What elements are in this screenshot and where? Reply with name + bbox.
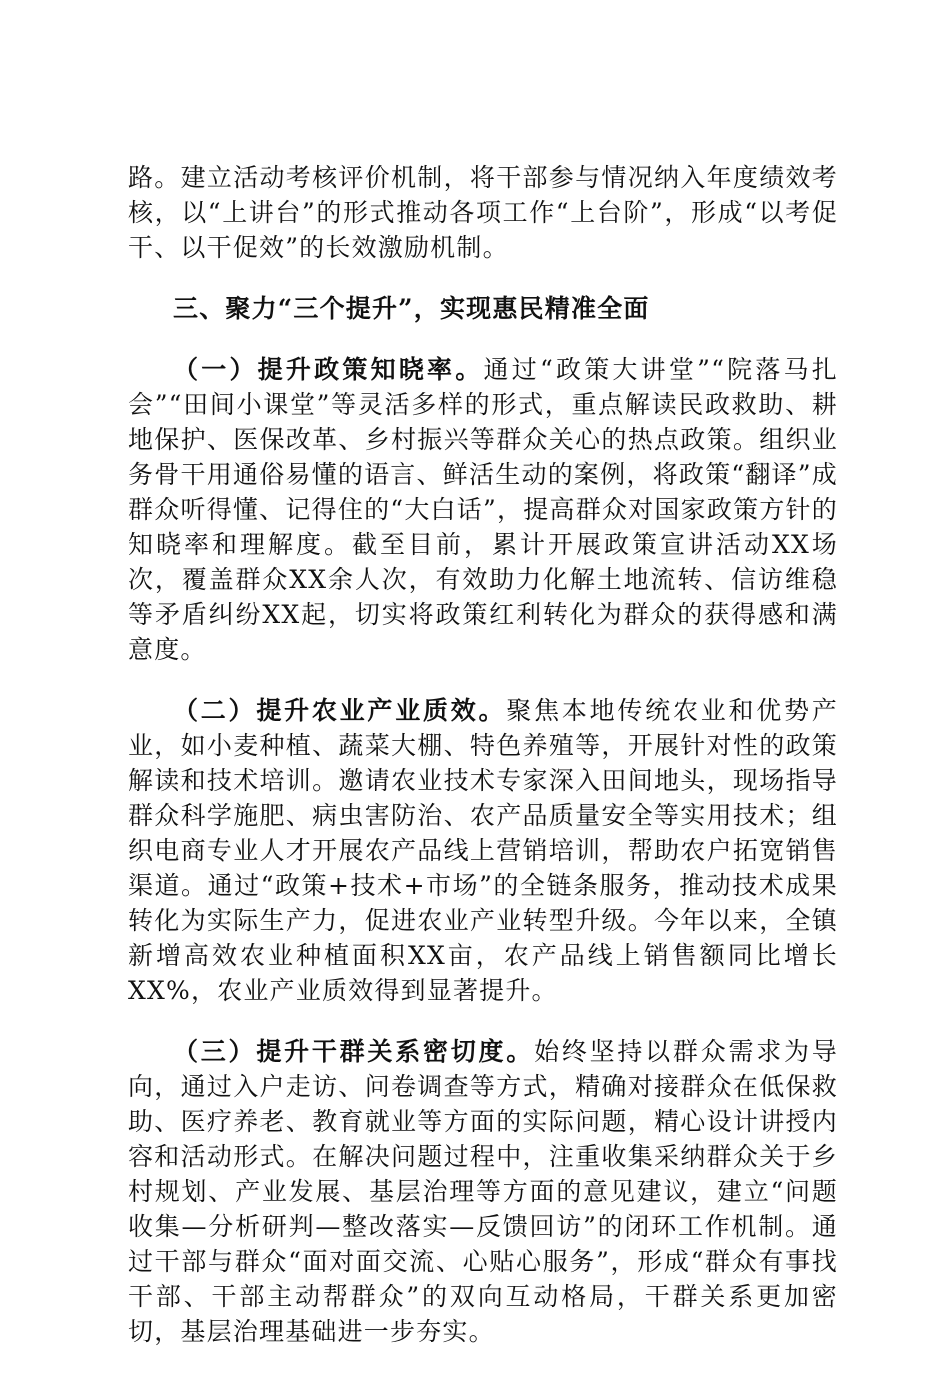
item-2-lead: （二）提升农业产业质效。 <box>173 696 507 725</box>
item-3-body: 始终坚持以群众需求为导向，通过入户走访、问卷调查等方式，精确对接群众在低保救助、医疗养老、教育就业等方面的实际问题，精心设计讲授内容和活动形式。在解决问题过程中，注重收集采纳群众关于乡村规划、产业发展、基层治理等方面的意见建议，建立“问题收集—分析研判—整改落实—反馈回访”的闭环工作机制。通过干部与群众“面对面交流、心贴心服务”，形成“群众有事找干部、干部主动帮群众”的双向互动格局，干群关系更加密切，基层治理基础进一步夯实。 <box>128 1037 838 1346</box>
item-1-body: 通过“政策大讲堂”“院落马扎会”“田间小课堂”等灵活多样的形式，重点解读民政救助、耕地保护、医保改革、乡村振兴等群众关心的热点政策。组织业务骨干用通俗易懂的语言、鲜活生动的案例，将政策“翻译”成群众听得懂、记得住的“大白话”，提高群众对国家政策方针的知晓率和理解度。截至目前，累计开展政策宣讲活动XX场次，覆盖群众XX余人次，有效助力化解土地流转、信访维稳等矛盾纠纷XX起，切实将政策红利转化为群众的获得感和满意度。 <box>128 355 838 664</box>
item-3-lead: （三）提升干群关系密切度。 <box>173 1037 535 1066</box>
section-heading: 三、聚力“三个提升”，实现惠民精准全面 <box>173 294 650 323</box>
item-1-lead: （一）提升政策知晓率。 <box>173 355 484 384</box>
item-2-body: 聚焦本地传统农业和优势产业，如小麦种植、蔬菜大棚、特色养殖等，开展针对性的政策解读和技术培训。邀请农业技术专家深入田间地头，现场指导群众科学施肥、病虫害防治、农产品质量安全等实用技术；组织电商专业人才开展农产品线上营销培训，帮助农户拓宽销售渠道。通过“政策+技术+市场”的全链条服务，推动技术成果转化为实际生产力，促进农业产业转型升级。今年以来，全镇新增高效农业种植面积XX亩，农产品线上销售额同比增长XX%，农业产业质效得到显著提升。 <box>128 696 839 1005</box>
paragraph-intro: 路。建立活动考核评价机制，将干部参与情况纳入年度绩效考核，以“上讲台”的形式推动各项工作“上台阶”，形成“以考促干、以干促效”的长效激励机制。 <box>128 163 838 262</box>
paragraph-item-3 <box>128 1034 838 1349</box>
document-body <box>128 160 838 1375</box>
paragraph-item-2 <box>128 693 838 1008</box>
paragraph-item-1 <box>128 352 838 667</box>
